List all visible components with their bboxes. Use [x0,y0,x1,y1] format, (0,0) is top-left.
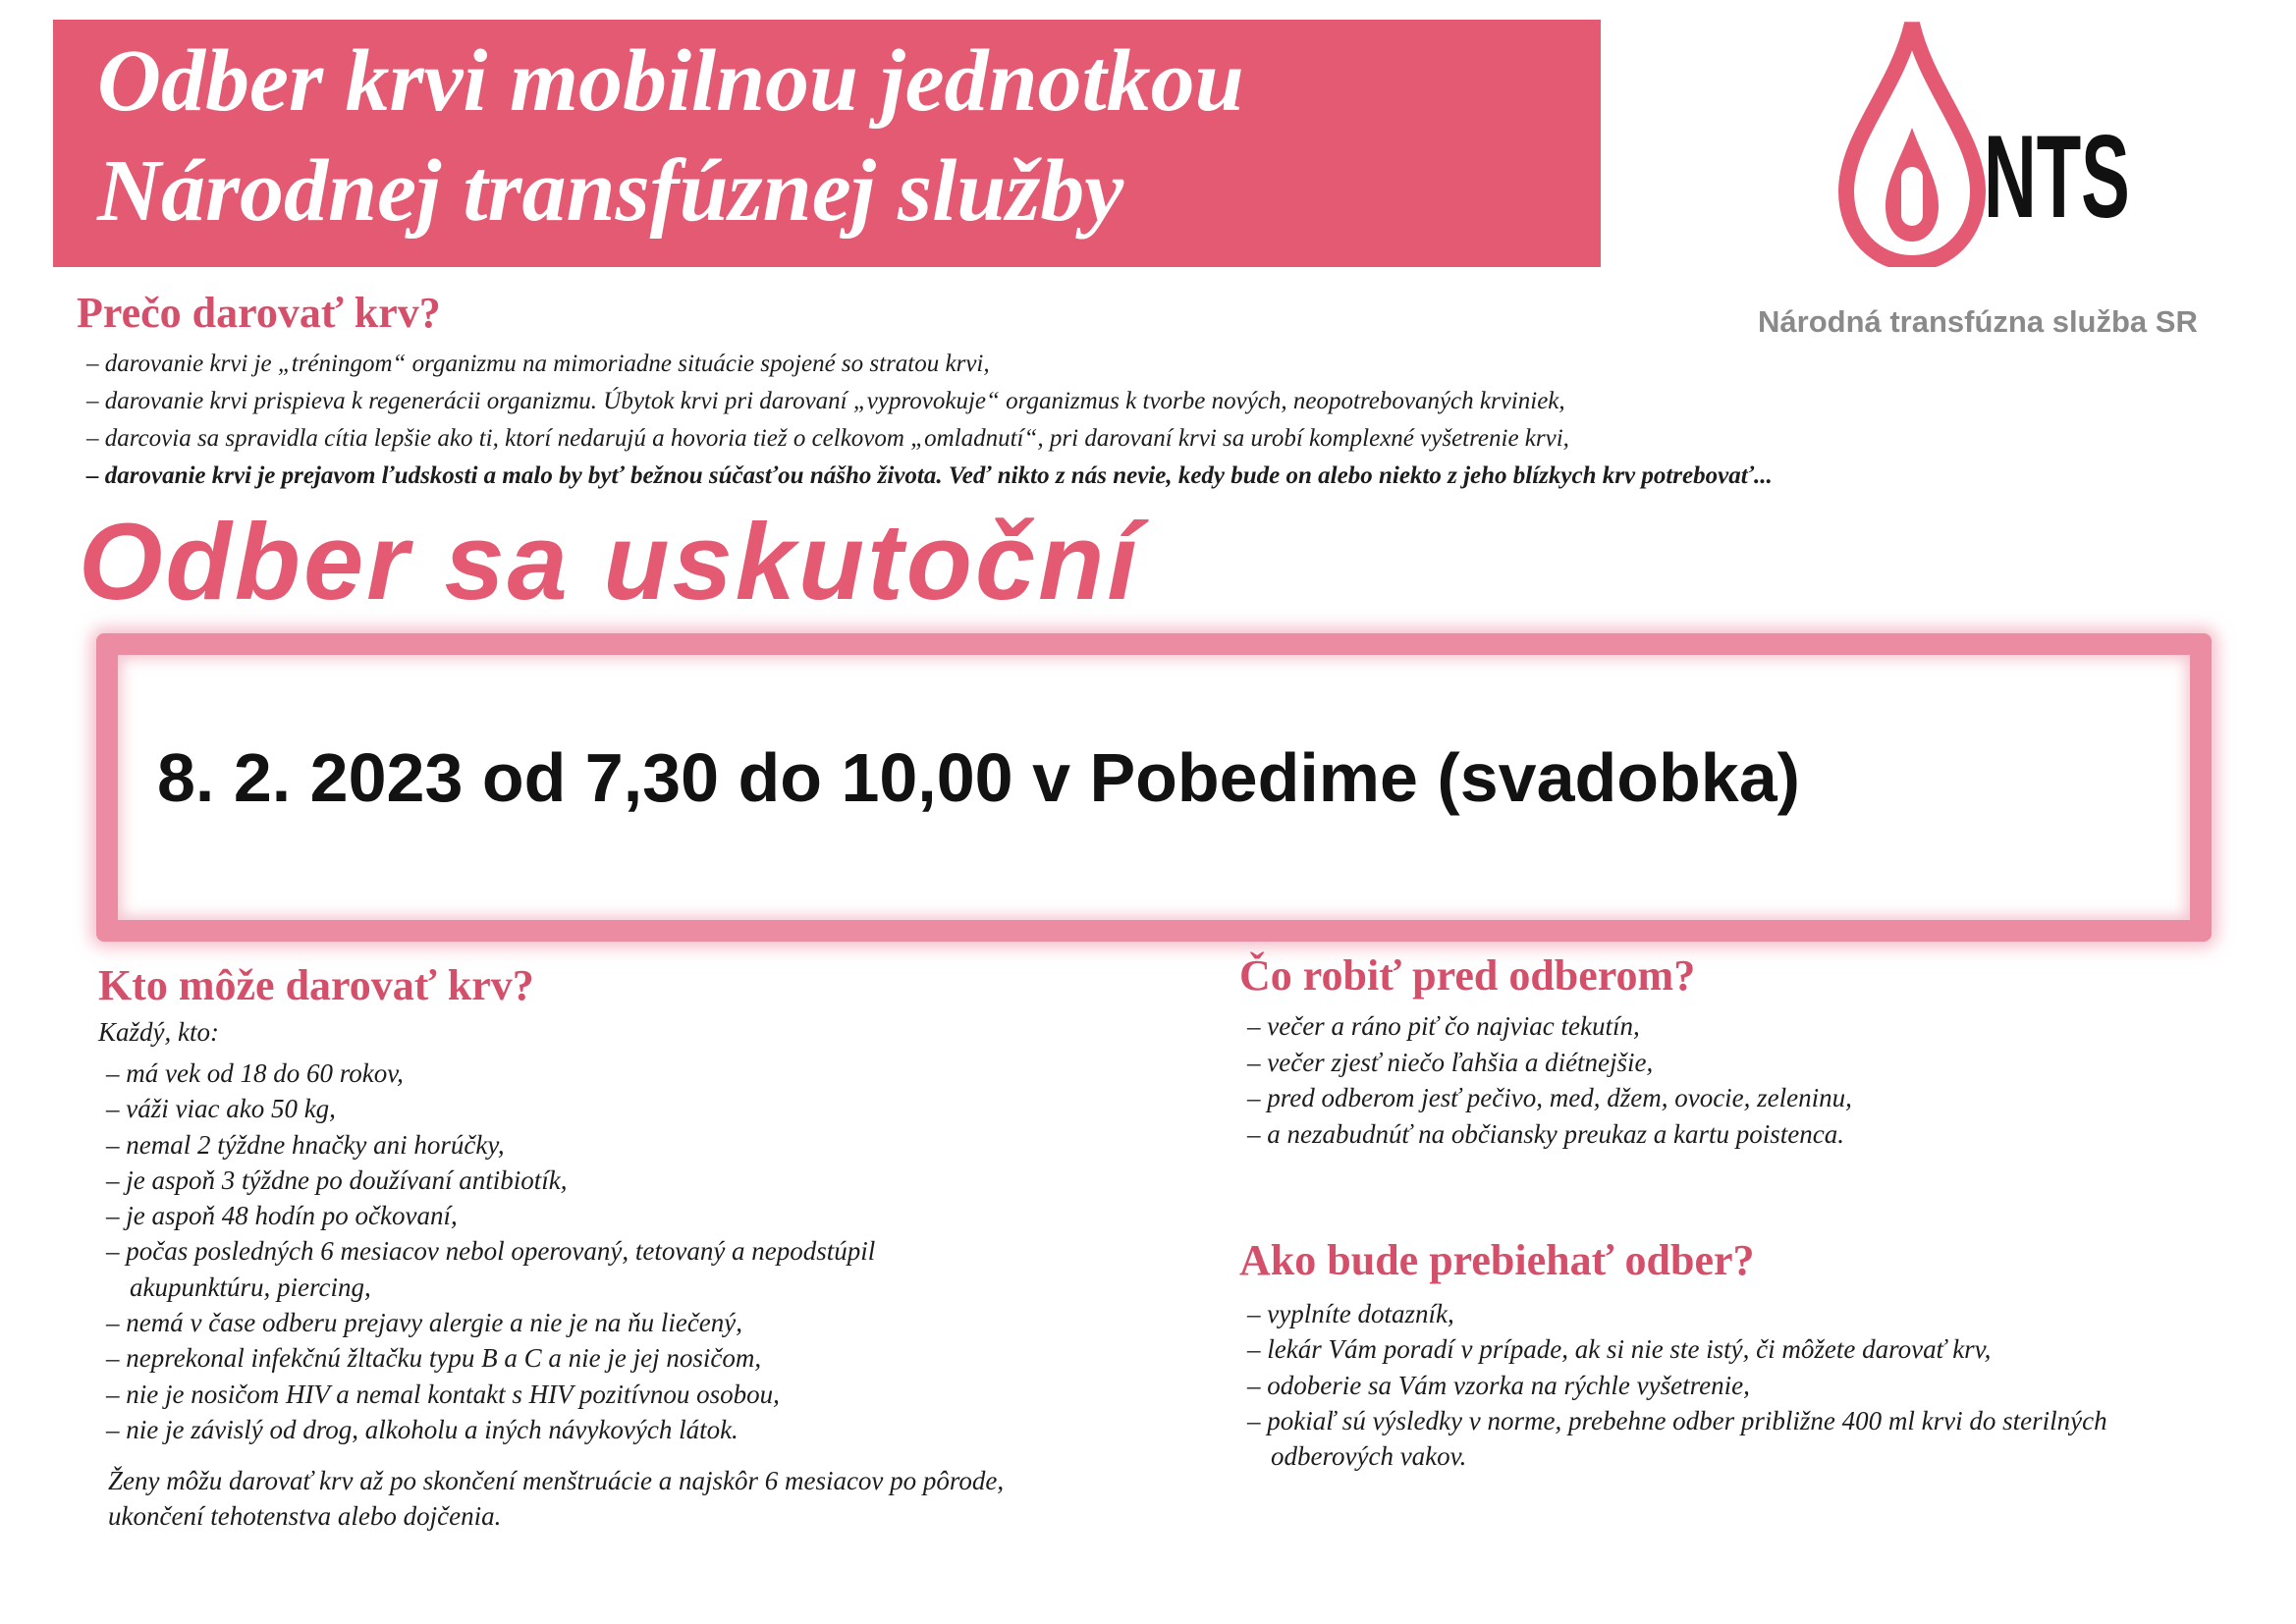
main-heading: Odber sa uskutoční [79,502,1140,623]
list-item: – darovanie krvi je „tréningom“ organizmu na mimoriadne situácie spojené so stratou krvi, [86,346,1773,383]
donation-process-heading: Ako bude prebiehať odber? [1239,1236,1755,1284]
list-item: – darovanie krvi je prejavom ľudskosti a malo by byť bežnou súčasťou nášho života. Veď nikto z nás nevie, kedy bude on alebo niekto z jeho blízkych krv potrebovať... [86,458,1773,495]
list-item: – nie je nosičom HIV a nemal kontakt s HIV pozitívnou osobou, [106,1377,1013,1412]
event-box [96,633,2212,942]
nts-logo [1827,20,2219,275]
women-note: Ženy môžu darovať krv až po skončení menštruácie a najskôr 6 mesiacov po pôrode, ukončení tehotenstva alebo dojčenia. [108,1466,1005,1531]
list-item: – nie je závislý od drog, alkoholu a iných návykových látok. [106,1412,1013,1447]
list-item: – je aspoň 3 týždne po doužívaní antibiotík, [106,1163,1013,1198]
list-item: – večer zjesť niečo ľahšia a diétnejšie, [1247,1045,1852,1081]
list-item: – večer a ráno piť čo najviac tekutín, [1247,1008,1852,1045]
list-item: – pred odberom jesť pečivo, med, džem, ovocie, zeleninu, [1247,1080,1852,1116]
list-item: – darcovia sa spravidla cítia lepšie ako ti, ktorí nedarujú a hovoria tiež o celkovom „omladnutí“, pri darovaní krvi sa urobí komplexné vyšetrenie krvi, [86,420,1773,458]
who-can-donate-heading: Kto môže darovať krv? [98,961,534,1009]
list-item: – lekár Vám poradí v prípade, ak si nie ste istý, či môžete darovať krv, [1247,1331,2155,1367]
who-intro: Každý, kto: [98,1017,219,1047]
banner-title-line-2: Národnej transfúznej služby [97,142,1124,240]
list-item: – vyplníte dotazník, [1247,1296,2155,1331]
before-donation-list [1247,1008,1852,1153]
list-item: – počas posledných 6 mesiacov nebol operovaný, tetovaný a nepodstúpil akupunktúru, piercing, [106,1233,1013,1305]
title-banner [53,20,1601,267]
why-donate-heading: Prečo darovať krv? [77,289,441,337]
list-item: – nemal 2 týždne hnačky ani horúčky, [106,1127,1013,1163]
who-can-donate-list [106,1056,1013,1447]
list-item: – je aspoň 48 hodín po očkovaní, [106,1198,1013,1233]
list-item: – pokiaľ sú výsledky v norme, prebehne odber približne 400 ml krvi do sterilných odberových vakov. [1247,1403,2155,1475]
event-date-location: 8. 2. 2023 od 7,30 do 10,00 v Pobedime (svadobka) [157,739,1800,816]
list-item: – odoberie sa Vám vzorka na rýchle vyšetrenie, [1247,1368,2155,1403]
banner-title-line-1: Odber krvi mobilnou jednotkou [97,32,1244,130]
list-item: – neprekonal infekčnú žltačku typu B a C a nie je jej nosičom, [106,1340,1013,1376]
blood-drop-icon [1838,20,1986,267]
list-item: – darovanie krvi prispieva k regenerácii organizmu. Úbytok krvi pri darovaní „vyprovokuje“ organizmus k tvorbe nových, neopotrebovaných krviniek, [86,383,1773,420]
list-item: – váži viac ako 50 kg, [106,1091,1013,1126]
list-item: – má vek od 18 do 60 rokov, [106,1056,1013,1091]
logo-caption: Národná transfúzna služba SR [1758,304,2198,339]
donation-process-list [1247,1296,2155,1474]
list-item: – nemá v čase odberu prejavy alergie a nie je na ňu liečený, [106,1305,1013,1340]
list-item: – a nezabudnúť na občiansky preukaz a kartu poistenca. [1247,1116,1852,1153]
logo-wordmark: NTS [1984,111,2130,243]
why-donate-list [86,346,1773,495]
before-donation-heading: Čo robiť pred odberom? [1239,951,1696,1000]
